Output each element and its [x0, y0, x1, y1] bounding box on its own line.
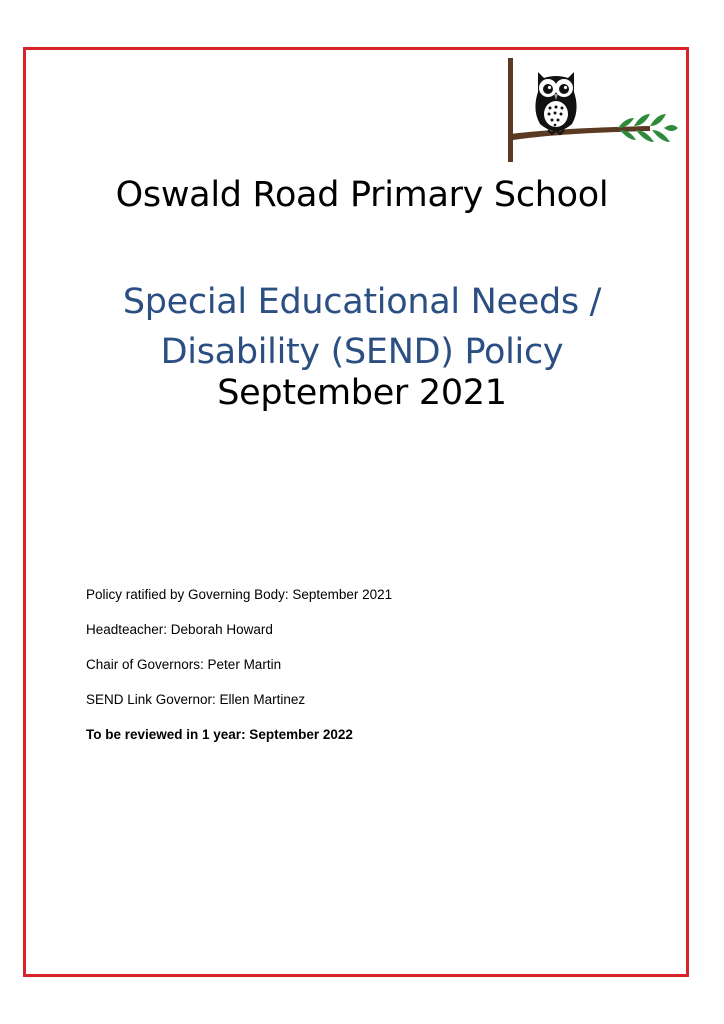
policy-title-line-1: Special Educational Needs /: [122, 282, 602, 322]
send-governor-line: SEND Link Governor: Ellen Martinez: [86, 692, 306, 707]
headteacher-line: Headteacher: Deborah Howard: [86, 622, 273, 637]
owl-logo-icon: [500, 58, 680, 164]
owl-icon: [535, 72, 576, 134]
policy-details: [86, 587, 646, 762]
branch-vertical: [508, 58, 513, 162]
school-name: Oswald Road Primary School: [115, 175, 609, 215]
chair-line: Chair of Governors: Peter Martin: [86, 657, 282, 672]
policy-title: [0, 277, 724, 377]
policy-date: September 2021: [217, 373, 507, 413]
policy-title-line-2: Disability (SEND) Policy: [160, 332, 564, 372]
review-line: To be reviewed in 1 year: September 2022: [86, 727, 353, 742]
ratified-line: Policy ratified by Governing Body: September 2021: [86, 587, 393, 602]
